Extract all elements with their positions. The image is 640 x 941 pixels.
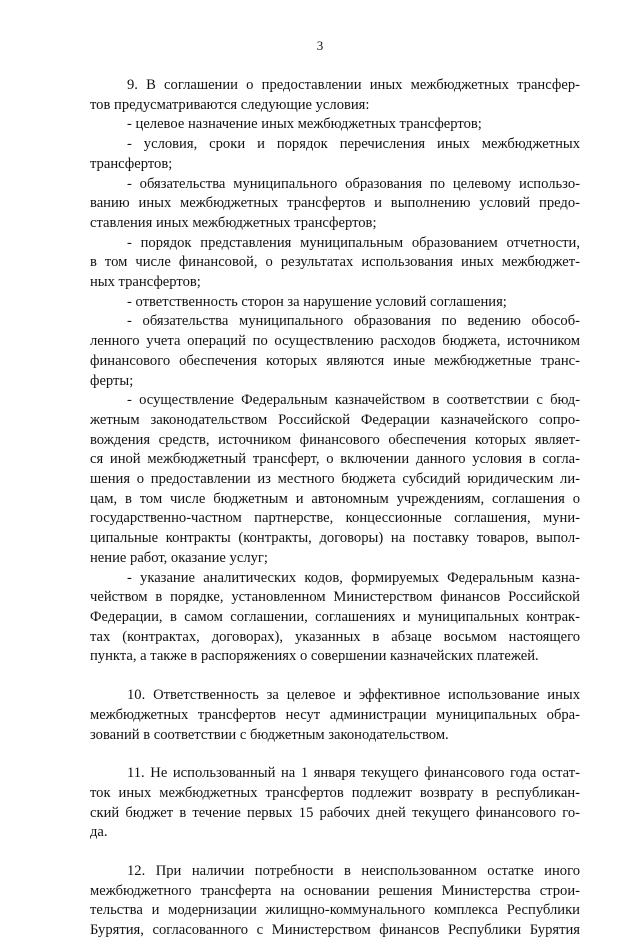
text-line: тов предусматриваются следующие условия:: [90, 96, 370, 113]
paragraph-12: [90, 862, 580, 941]
page-number: 3: [316, 38, 324, 53]
paragraph-10: [90, 686, 580, 745]
text-line: в том числе финансовой, о результатах использования иных межбюджет-: [90, 254, 580, 271]
list-item: - порядок представления муниципальным образованием отчетности,: [127, 234, 580, 251]
text-line: пункта, а также в распоряжениях о совершении казначейских платежей.: [90, 648, 539, 665]
list-item: - ответственность сторон за нарушение условий соглашения;: [127, 293, 507, 310]
text-line: цам, в том числе бюджетным и автономным учреждениям, соглашения о: [90, 490, 580, 507]
text-line: финансового обеспечения которых являются иные межбюджетные транс-: [90, 352, 580, 369]
text-line: жетным законодательством Российской Федерации казначейского сопро-: [90, 411, 580, 428]
text-line: зований в соответствии с бюджетным законодательством.: [90, 726, 449, 743]
paragraph-spacer: [90, 843, 580, 862]
paragraph-9: [90, 76, 580, 667]
list-item: - указание аналитических кодов, формируемых Федеральным казна-: [127, 569, 580, 586]
text-line: ленного учета операций по осуществлению расходов бюджета, источником: [90, 333, 580, 350]
text-line: да.: [90, 824, 108, 841]
text-line: ферты;: [90, 372, 134, 389]
text-line: нение работ, оказание услуг;: [90, 549, 268, 566]
text-line: межбюджетного трансферта на основании решения Министерства строи-: [90, 882, 580, 899]
text-line: 11. Не использованный на 1 января текущего финансового года остат-: [127, 765, 580, 782]
list-item: - условия, сроки и порядок перечисления иных межбюджетных: [127, 136, 580, 153]
text-line: тах (контрактах, договорах), указанных в абзаце восьмом настоящего: [90, 628, 580, 645]
text-line: ных трансфертов;: [90, 274, 201, 291]
text-line: трансфертов;: [90, 155, 173, 172]
text-line: шения о предоставлении из местного бюджета субсидий юридическим ли-: [90, 471, 580, 488]
text-line: ся иной межбюджетный трансферт, о включении данного условия в согла-: [90, 451, 580, 468]
text-line: 9. В соглашении о предоставлении иных межбюджетных трансфер-: [127, 77, 580, 93]
text-line: государственно-частном партнерстве, концессионные соглашения, муни-: [90, 510, 580, 527]
text-line: вождения средств, источником финансового обеспечения которых являет-: [90, 431, 580, 448]
text-line: ципальные контракты (контракты, договоры) на поставку товаров, выпол-: [90, 530, 580, 547]
text-line: ток иных межбюджетных трансфертов подлежит возврату в республикан-: [90, 784, 580, 801]
text-line: ский бюджет в течение первых 15 рабочих дней текущего финансового го-: [90, 804, 580, 821]
text-line: 12. При наличии потребности в неиспользованном остатке иного: [127, 863, 580, 880]
text-line: 10. Ответственность за целевое и эффективное использование иных: [127, 687, 580, 704]
document-body: [90, 76, 580, 941]
list-item: - обязательства муниципального образования по целевому использо-: [127, 175, 580, 192]
paragraph-11: [90, 764, 580, 843]
text-line: чейством в порядке, установленном Министерством финансов Российской: [90, 589, 580, 606]
text-line: межбюджетных трансфертов несут администрации муниципальных обра-: [90, 706, 580, 723]
text-line: Федерации, в самом соглашении, соглашениях и муниципальных контрак-: [90, 608, 580, 625]
list-item: - обязательства муниципального образования по ведению обособ-: [127, 313, 580, 330]
list-item: - целевое назначение иных межбюджетных трансфертов;: [127, 116, 482, 133]
text-line: ставления иных межбюджетных трансфертов;: [90, 214, 377, 231]
paragraph-spacer: [90, 745, 580, 764]
text-line: Бурятия, согласованного с Министерством финансов Республики Бурятия: [90, 922, 580, 939]
text-line: тельства и модернизации жилищно-коммунального комплекса Республики: [90, 902, 580, 919]
text-line: ванию иных межбюджетных трансфертов и выполнению условий предо-: [90, 195, 580, 212]
paragraph-spacer: [90, 667, 580, 686]
list-item: - осуществление Федеральным казначейством в соответствии с бюд-: [127, 392, 580, 409]
